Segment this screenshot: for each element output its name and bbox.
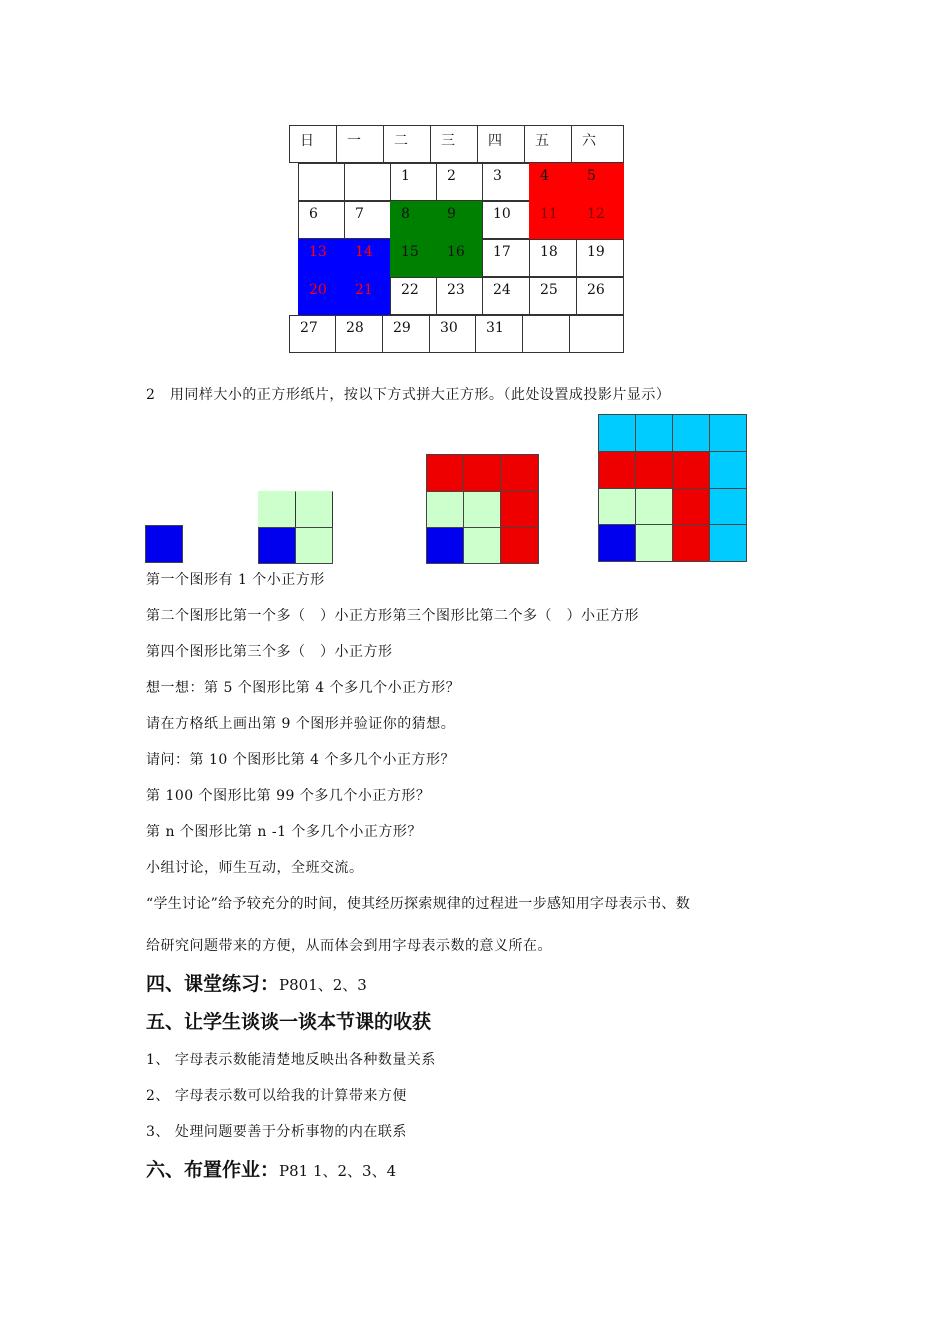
calendar-day-cell: 12 [576,201,624,239]
unit-square [709,414,747,452]
calendar-week-row [289,277,624,315]
section-4-title: 四、课堂练习： [146,973,280,995]
calendar-header-row [289,125,624,163]
unit-square [709,451,747,489]
question-line: 第四个图形比第三个多（ ）小正方形 [146,644,393,660]
question-line: 第二个图形比第一个多（ ）小正方形第三个图形比第二个多（ ）小正方形 [146,608,639,624]
question-line: 请在方格纸上画出第 9 个图形并验证你的猜想。 [146,716,456,732]
calendar-day-cell: 4 [529,163,577,201]
unit-square [598,488,636,525]
calendar-day-cell: 21 [344,277,391,315]
calendar-day-cell: 19 [576,239,624,277]
list-item: 3、 处理问题要善于分析事物的内在联系 [146,1124,407,1140]
calendar-day-cell: 17 [482,239,530,277]
unit-square [145,525,183,563]
calendar-day-cell: 31 [475,315,523,353]
unit-square [709,488,747,525]
calendar-day-cell: 27 [289,315,336,353]
calendar-table [289,125,624,353]
calendar-day-cell: 9 [436,201,483,239]
section-6-title: 六、布置作业： [146,1159,280,1181]
figure-3 [426,454,539,564]
figure-1 [145,525,183,563]
calendar-header-cell: 二 [383,125,431,163]
question-line: 第一个图形有 1 个小正方形 [146,572,325,588]
calendar-day-cell: 29 [382,315,430,353]
calendar-day-cell: 13 [298,239,345,277]
unit-square [598,414,636,452]
calendar-day-cell: 14 [344,239,391,277]
calendar-day-cell: 23 [436,277,483,315]
calendar-header-cell: 三 [430,125,478,163]
unit-square [672,414,710,452]
unit-square [635,488,673,525]
calendar-day-cell: 16 [436,239,483,277]
unit-square [635,524,673,562]
unit-square [500,527,539,564]
note-line: “学生讨论”给予较充分的时间，使其经历探索规律的过程进一步感知用字母表示书、数 [146,896,691,912]
question-line: 请问：第 10 个图形比第 4 个多几个小正方形？ [146,752,456,768]
problem-2-text: 2 用同样大小的正方形纸片，按以下方式拼大正方形。（此处设置成投影片显示） [146,387,671,403]
calendar-header-cell: 日 [289,125,337,163]
calendar-day-cell: 26 [576,277,624,315]
list-item: 1、 字母表示数能清楚地反映出各种数量关系 [146,1052,436,1068]
calendar-day-cell: 1 [390,163,437,201]
list-item: 2、 字母表示数可以给我的计算带来方便 [146,1088,407,1104]
unit-square [463,491,501,528]
section-4-ref: P801、2、3 [279,976,367,994]
calendar-day-cell: 5 [576,163,624,201]
unit-square [463,527,501,564]
calendar-day-cell: 30 [429,315,476,353]
unit-square [426,454,464,492]
question-line: 小组讨论，师生互动，全班交流。 [146,860,364,876]
section-6-ref: P81 1、2、3、4 [279,1162,397,1180]
calendar-day-cell [569,315,624,353]
unit-square [598,451,636,489]
calendar-header-cell: 五 [524,125,572,163]
calendar-week-row [289,163,624,201]
calendar-day-cell [522,315,570,353]
calendar-day-cell: 28 [335,315,383,353]
calendar-day-cell [298,163,345,201]
unit-square [709,524,747,562]
unit-square [258,527,296,564]
calendar-week-row [289,315,624,353]
figure-4 [598,414,747,562]
calendar-day-cell: 6 [298,201,345,239]
calendar-day-cell: 3 [482,163,530,201]
calendar-day-cell: 2 [436,163,483,201]
question-line: 第 100 个图形比第 99 个多几个小正方形？ [146,788,431,804]
calendar-day-cell [344,163,391,201]
unit-square [295,491,333,528]
calendar-day-cell: 11 [529,201,577,239]
unit-square [635,451,673,489]
calendar-week-row [289,239,624,277]
calendar-day-cell: 20 [298,277,345,315]
unit-square [672,488,710,525]
unit-square [500,491,539,528]
note-line: 给研究问题带来的方便，从而体会到用字母表示数的意义所在。 [146,938,552,954]
calendar-day-cell: 15 [390,239,437,277]
calendar-day-cell: 24 [482,277,530,315]
unit-square [295,527,333,564]
section-5-heading: 五、让学生谈谈一谈本节课的收获 [146,1011,432,1033]
calendar-week-row [289,201,624,239]
question-line: 第 n 个图形比第 n -1 个多几个小正方形？ [146,824,422,840]
unit-square [635,414,673,452]
calendar-header-cell: 六 [571,125,624,163]
calendar-day-cell: 25 [529,277,577,315]
calendar-day-cell: 7 [344,201,391,239]
unit-square [672,451,710,489]
calendar-day-cell: 22 [390,277,437,315]
unit-square [426,491,464,528]
unit-square [463,454,501,492]
question-line: 想一想：第 5 个图形比第 4 个多几个小正方形？ [146,680,461,696]
calendar-day-cell: 8 [390,201,437,239]
figure-2 [258,491,333,564]
section-6-heading [146,1155,396,1182]
unit-square [598,524,636,562]
calendar-day-cell: 18 [529,239,577,277]
unit-square [426,527,464,564]
calendar-day-cell: 10 [482,201,530,239]
unit-square [258,491,296,528]
calendar-header-cell: 四 [477,125,525,163]
calendar-header-cell: 一 [336,125,384,163]
section-4-heading [146,969,367,996]
unit-square [500,454,539,492]
unit-square [672,524,710,562]
